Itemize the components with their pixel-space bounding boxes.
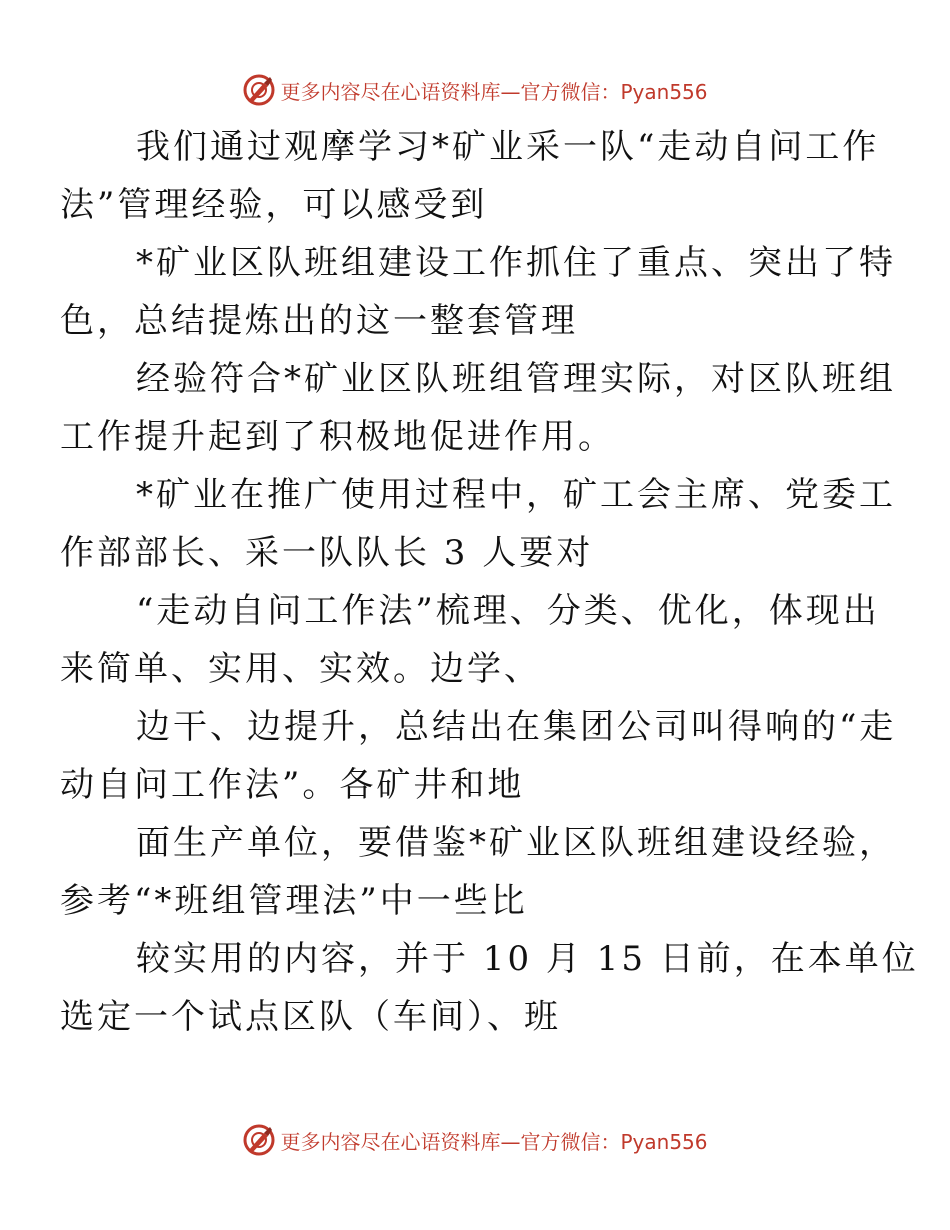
paragraph-line: “走动自问工作法”梳理、分类、优化，体现出 <box>136 591 880 631</box>
paragraph <box>60 698 897 814</box>
logo-icon <box>242 73 276 107</box>
paragraph-line: 动自问工作法”。各矿井和地 <box>60 765 525 805</box>
header-banner-text <box>280 76 707 105</box>
paragraph-line: 作部部长、采一队队长 3 人要对 <box>60 533 594 573</box>
paragraph-line: *矿业区队班组建设工作抓住了重点、突出了特 <box>136 243 896 283</box>
footer-banner-text <box>280 1126 707 1155</box>
paragraph <box>60 118 880 234</box>
paragraph <box>60 930 919 1046</box>
paragraph-line: 面生产单位，要借鉴*矿业区队班组建设经验， <box>136 823 896 863</box>
paragraph-line: 工作提升起到了积极地促进作用。 <box>60 417 615 457</box>
banner-label: 更多内容尽在心语资料库—官方微信： <box>280 1129 621 1154</box>
paragraph-line: 边干、边提升，总结出在集团公司叫得响的“走 <box>136 707 897 747</box>
paragraph-line: 参考“*班组管理法”中一些比 <box>60 881 528 921</box>
paragraph <box>60 350 896 466</box>
document-body <box>60 118 919 1046</box>
paragraph-line: 较实用的内容，并于 10 月 15 日前，在本单位 <box>136 939 919 979</box>
paragraph <box>60 814 896 930</box>
paragraph-line: 选定一个试点区队（车间）、班 <box>60 997 561 1037</box>
paragraph-line: 法”管理经验，可以感受到 <box>60 185 488 225</box>
footer-banner <box>0 1120 950 1160</box>
paragraph-line: 经验符合*矿业区队班组管理实际，对区队班组 <box>136 359 896 399</box>
paragraph <box>60 582 880 698</box>
paragraph-line: 来简单、实用、实效。边学、 <box>60 649 541 689</box>
header-banner <box>0 70 950 110</box>
banner-label: 更多内容尽在心语资料库—官方微信： <box>280 79 621 104</box>
wechat-id: Pyan556 <box>620 1129 708 1154</box>
paragraph-line: *矿业在推广使用过程中，矿工会主席、党委工 <box>136 475 896 515</box>
paragraph-line: 色，总结提炼出的这一整套管理 <box>60 301 578 341</box>
logo-icon <box>242 1123 276 1157</box>
paragraph <box>60 234 896 350</box>
wechat-id: Pyan556 <box>620 79 708 104</box>
paragraph-line: 我们通过观摩学习*矿业采一队“走动自问工作 <box>136 127 880 167</box>
paragraph <box>60 466 896 582</box>
